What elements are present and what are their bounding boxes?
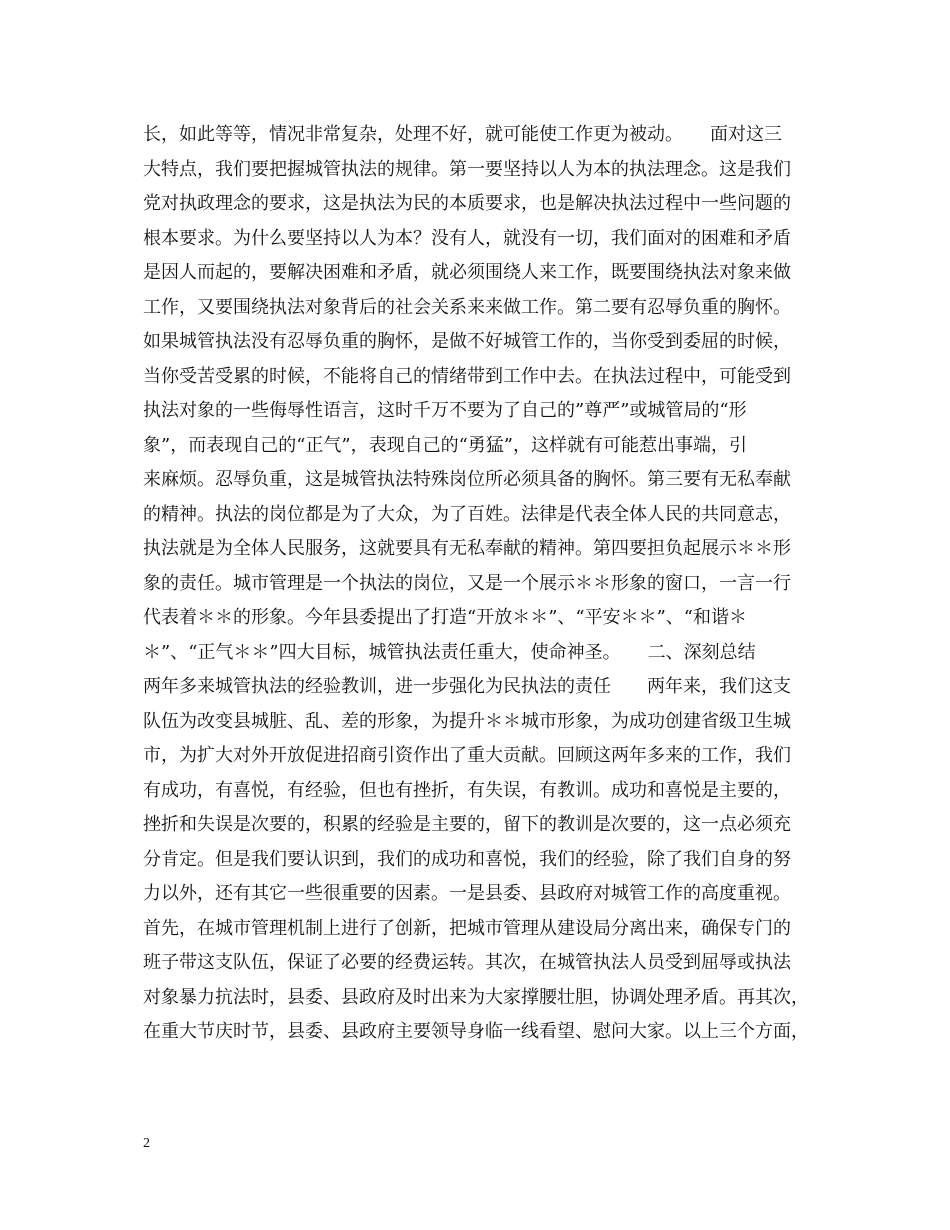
text-line: 力以外，还有其它一些很重要的因素。一是县委、县政府对城管工作的高度重视。	[143, 883, 791, 904]
text-line: 象”，而表现自己的“正气”，表现自己的“勇猛”，这样就有可能惹出事端，引	[143, 434, 748, 456]
text-line: 来麻烦。忍辱负重，这是城管执法特殊岗位所必须具备的胸怀。第三要有无私奉献	[143, 469, 791, 490]
text-line: 根本要求。为什么要坚持以人为本？没有人，就没有一切，我们面对的困难和矛盾	[143, 227, 791, 249]
text-line: 如果城管执法没有忍辱负重的胸怀，是做不好城管工作的，当你受到委屈的时候，	[143, 331, 791, 352]
text-line: 班子带这支队伍，保证了必要的经费运转。其次，在城管执法人员受到屈辱或执法	[143, 952, 791, 973]
text-line: 首先，在城市管理机制上进行了创新，把城市管理从建设局分离出来，确保专门的	[143, 917, 791, 939]
text-line: 两年多来城管执法的经验教训，进一步强化为民执法的责任 两年来，我们这支	[143, 676, 791, 697]
text-line: 工作，又要围绕执法对象背后的社会关系来来做工作。第二要有忍辱负重的胸怀。	[143, 296, 791, 318]
text-line: 分肯定。但是我们要认识到，我们的成功和喜悦，我们的经验，除了我们自身的努	[143, 848, 791, 870]
text-line: 象的责任。城市管理是一个执法的岗位，又是一个展示＊＊形象的窗口，一言一行	[143, 572, 791, 594]
page-number: 2	[143, 1136, 150, 1151]
text-line: 对象暴力抗法时，县委、县政府及时出来为大家撑腰壮胆，协调处理矛盾。再其次，	[143, 986, 809, 1008]
text-line: 有成功，有喜悦，有经验，但也有挫折，有失误，有教训。成功和喜悦是主要的，	[143, 779, 791, 801]
text-line: 的精神。执法的岗位都是为了大众，为了百姓。法律是代表全体人民的共同意志，	[143, 503, 791, 525]
body-text	[143, 118, 823, 1050]
text-line: 执法对象的一些侮辱性语言，这时千万不要为了自己的”尊严”或城管局的“形	[143, 400, 747, 421]
text-line: 执法就是为全体人民服务，这就要具有无私奉献的精神。第四要担负起展示＊＊形	[143, 538, 791, 559]
text-line: 党对执政理念的要求，这是执法为民的本质要求，也是解决执法过程中一些问题的	[143, 193, 791, 214]
text-line: 市，为扩大对外开放促进招商引资作出了重大贡献。回顾这两年多来的工作，我们	[143, 745, 791, 766]
text-line: ＊”、“正气＊＊”四大目标，城管执法责任重大，使命神圣。 二、深刻总结	[143, 641, 756, 663]
text-line: 大特点，我们要把握城管执法的规律。第一要坚持以人为本的执法理念。这是我们	[143, 158, 791, 180]
text-line: 挫折和失误是次要的，积累的经验是主要的，留下的教训是次要的，这一点必须充	[143, 814, 791, 835]
text-line: 当你受苦受累的时候，不能将自己的情绪带到工作中去。在执法过程中，可能受到	[143, 365, 791, 387]
text-line: 代表着＊＊的形象。今年县委提出了打造“开放＊＊”、“平安＊＊”、“和谐＊	[143, 607, 748, 628]
text-line: 队伍为改变县城脏、乱、差的形象，为提升＊＊城市形象，为成功创建省级卫生城	[143, 710, 791, 732]
text-line: 是因人而起的，要解决困难和矛盾，就必须围绕人来工作，既要围绕执法对象来做	[143, 262, 791, 283]
text-line: 长，如此等等，情况非常复杂，处理不好，就可能使工作更为被动。 面对这三	[143, 124, 782, 145]
text-line: 在重大节庆时节，县委、县政府主要领导身临一线看望、慰问大家。以上三个方面，	[143, 1021, 809, 1042]
